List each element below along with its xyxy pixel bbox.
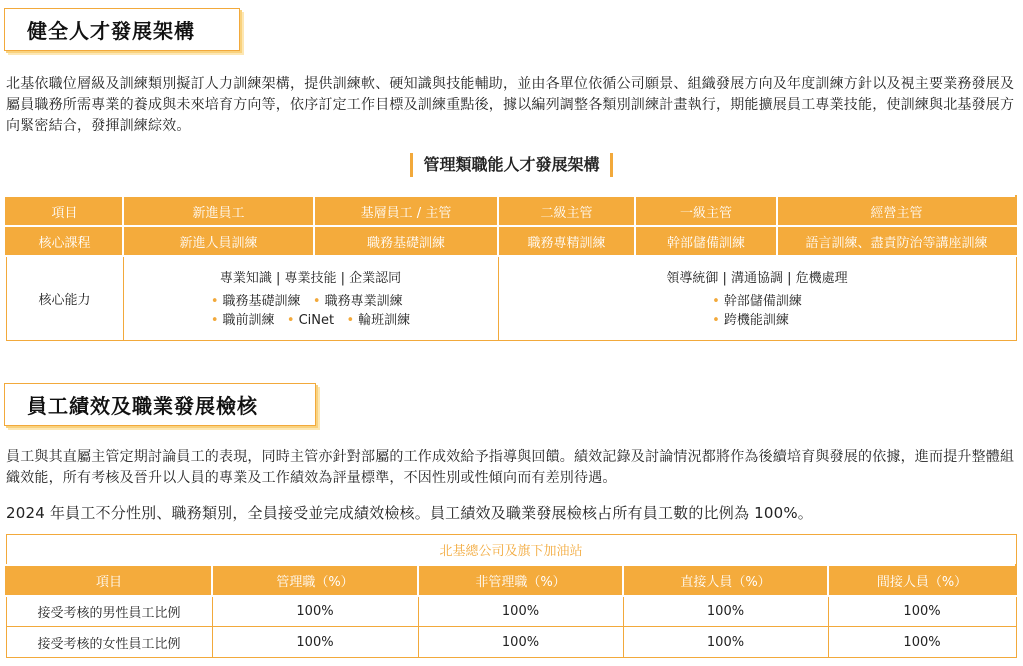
ability-right-list (712, 292, 802, 330)
talent-paragraph: 北基依職位層級及訓練類別擬訂人力訓練架構，提供訓練軟、硬知識與技能輔助，並由各單位依循公司願景、組織發展方向及年度訓練方針以及視主要業務發展及屬員職務所需專業的養成與未來培育方向等，依序訂定工作目標及訓練重點後，據以編列調整各類別訓練計畫執行，期能擴展員工專業技能，使訓練與北基發展方向緊密結合，發揮訓練綜效。 (6, 76, 1015, 134)
bullet-icon: • (712, 312, 720, 328)
list-item (712, 311, 802, 330)
table-cell: 100% (828, 596, 1016, 627)
row-label: 接受考核的男性員工比例 (6, 596, 212, 627)
subheading-management-framework: 管理類職能人才發展架構 (410, 153, 612, 177)
ability-left-cell (123, 256, 498, 340)
course-cell: 核心課程 (6, 226, 123, 256)
header-cell: 間接人員（%） (828, 565, 1016, 596)
course-cell: 幹部儲備訓練 (635, 226, 777, 256)
header-cell: 經營主管 (777, 196, 1016, 226)
table-row (6, 596, 1016, 627)
table-caption-row (6, 535, 1016, 565)
bullet-icon: • (210, 312, 219, 328)
bullet-icon: • (712, 293, 720, 309)
performance-summary: 2024 年員工不分性別、職務類別，全員接受並完成績效檢核。員工績效及職業發展檢核占所有員工數的比例為 100%。 (6, 504, 813, 522)
header-cell: 管理職（%） (212, 565, 418, 596)
ability-left-list (211, 292, 410, 330)
bullet-icon: • (346, 312, 355, 328)
section-title-talent: 健全人才發展架構 (4, 8, 240, 51)
list-item (211, 311, 410, 330)
course-cell: 新進人員訓練 (123, 226, 314, 256)
list-item-text: 職前訓練 (222, 312, 275, 328)
subheading-wrap (0, 153, 1023, 177)
performance-paragraph: 員工與其直屬主管定期討論員工的表現，同時主管亦針對部屬的工作成效給予指導與回饋。績效記錄及討論情況都將作為後續培育與發展的依據，進而提升整體組織效能，所有考核及晉升以人員的專業及工作績效為評量標準，不因性別或性傾向而有差別待遇。 (6, 449, 1015, 486)
bullet-icon: • (210, 293, 219, 309)
bullet-icon: • (312, 293, 321, 309)
ability-label: 核心能力 (6, 256, 123, 340)
table-cell: 100% (418, 627, 623, 658)
list-item (712, 292, 802, 311)
header-cell: 新進員工 (123, 196, 314, 226)
ability-right-cell (498, 256, 1016, 340)
course-cell: 語言訓練、盡責防治等講座訓練 (777, 226, 1016, 256)
header-cell: 一級主管 (635, 196, 777, 226)
talent-framework-table (5, 195, 1017, 341)
header-cell: 直接人員（%） (623, 565, 828, 596)
table-header-row (6, 565, 1016, 596)
course-cell: 職務基礎訓練 (314, 226, 498, 256)
list-item-text: 幹部儲備訓練 (723, 293, 802, 309)
header-cell: 項目 (6, 565, 212, 596)
list-item-text: CiNet (298, 312, 335, 328)
list-item-text: 輪班訓練 (358, 312, 411, 328)
table-caption: 北基總公司及旗下加油站 (6, 535, 1016, 565)
section-title-performance: 員工績效及職業發展檢核 (4, 383, 316, 426)
ability-left-title: 專業知識 | 專業技能 | 企業認同 (219, 270, 402, 286)
list-item-text: 跨機能訓練 (723, 312, 789, 328)
header-cell: 項目 (6, 196, 123, 226)
table-cell: 100% (828, 627, 1016, 658)
header-cell: 基層員工 / 主管 (314, 196, 498, 226)
header-cell: 二級主管 (498, 196, 635, 226)
bullet-icon: • (286, 312, 295, 328)
table-cell: 100% (623, 627, 828, 658)
table-row (6, 627, 1016, 658)
list-item-text: 職務基礎訓練 (222, 293, 301, 309)
course-cell: 職務專精訓練 (498, 226, 635, 256)
table-cell: 100% (212, 596, 418, 627)
table-cell: 100% (418, 596, 623, 627)
ability-right-title: 領導統御 | 溝通協調 | 危機處理 (666, 270, 848, 286)
table-cell: 100% (212, 627, 418, 658)
list-item-text: 職務專業訓練 (324, 293, 403, 309)
table-header-row (6, 196, 1016, 226)
header-cell: 非管理職（%） (418, 565, 623, 596)
course-row (6, 226, 1016, 256)
table-cell: 100% (623, 596, 828, 627)
performance-review-table (5, 534, 1017, 658)
ability-row (6, 256, 1016, 340)
list-item (211, 292, 410, 311)
row-label: 接受考核的女性員工比例 (6, 627, 212, 658)
